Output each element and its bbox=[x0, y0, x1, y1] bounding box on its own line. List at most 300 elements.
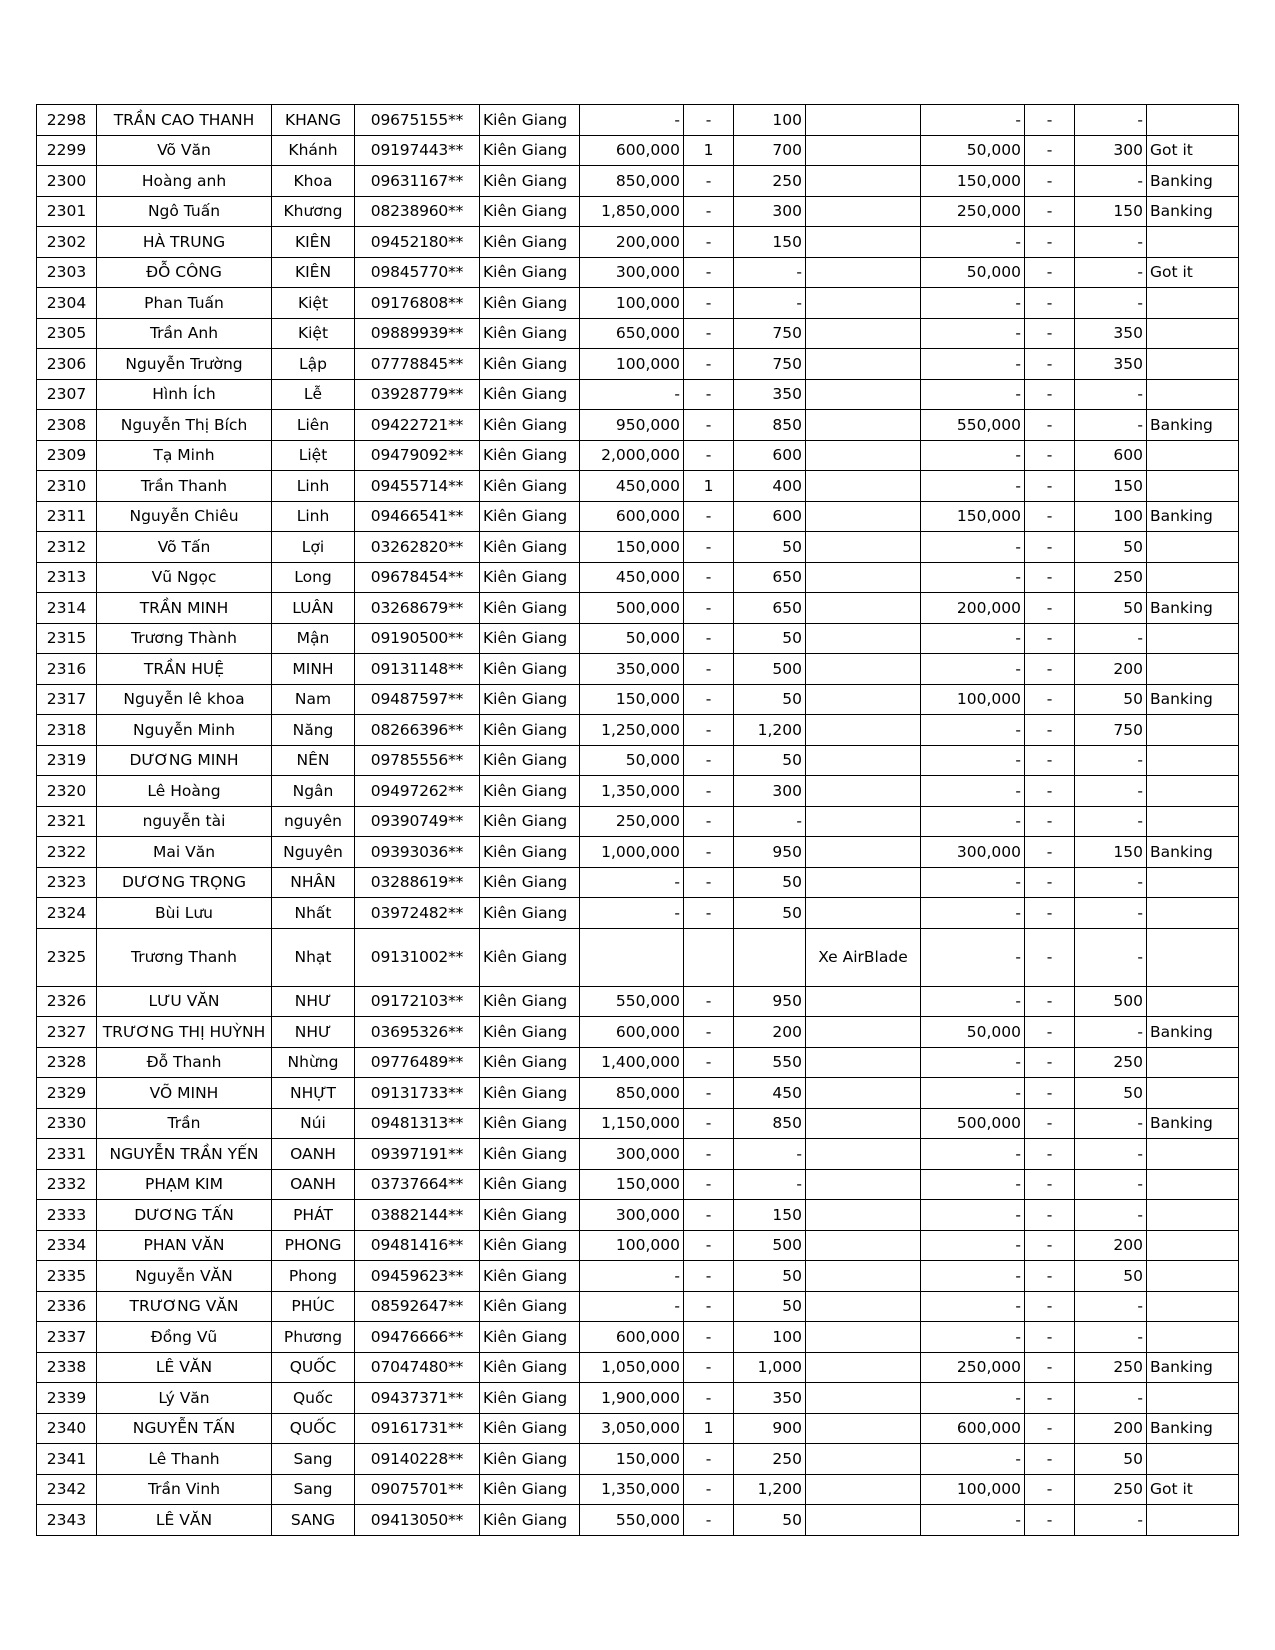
cell-last-name: KHANG bbox=[272, 105, 355, 136]
cell-id: 2321 bbox=[37, 806, 97, 837]
cell-points-2: - bbox=[1075, 1139, 1147, 1170]
cell-note: Banking bbox=[1147, 837, 1239, 868]
cell-points-1: 350 bbox=[734, 1383, 806, 1414]
cell-count-2: - bbox=[1025, 1017, 1075, 1048]
cell-count-1: - bbox=[684, 196, 734, 227]
cell-points-2: - bbox=[1075, 1322, 1147, 1353]
cell-last-name: Năng bbox=[272, 715, 355, 746]
cell-points-1: 850 bbox=[734, 1108, 806, 1139]
cell-last-name: Lập bbox=[272, 349, 355, 380]
cell-count-1: - bbox=[684, 1383, 734, 1414]
cell-phone: 08238960** bbox=[355, 196, 480, 227]
cell-prize bbox=[806, 1139, 921, 1170]
cell-prize bbox=[806, 532, 921, 563]
cell-id: 2327 bbox=[37, 1017, 97, 1048]
cell-amount-1: - bbox=[580, 1261, 684, 1292]
cell-province: Kiên Giang bbox=[480, 288, 580, 319]
cell-first-name: Nguyễn Chiêu bbox=[97, 501, 272, 532]
cell-count-1: 1 bbox=[684, 135, 734, 166]
cell-amount-1: 350,000 bbox=[580, 654, 684, 685]
cell-points-1: - bbox=[734, 1169, 806, 1200]
cell-points-2: - bbox=[1075, 410, 1147, 441]
cell-first-name: Nguyễn Minh bbox=[97, 715, 272, 746]
cell-note bbox=[1147, 562, 1239, 593]
cell-first-name: DƯƠNG MINH bbox=[97, 745, 272, 776]
cell-last-name: Linh bbox=[272, 501, 355, 532]
cell-id: 2325 bbox=[37, 928, 97, 986]
cell-province: Kiên Giang bbox=[480, 715, 580, 746]
cell-amount-2: 200,000 bbox=[921, 593, 1025, 624]
table-row bbox=[37, 1505, 1239, 1536]
cell-first-name: Lê Hoàng bbox=[97, 776, 272, 807]
cell-count-1: - bbox=[684, 288, 734, 319]
cell-count-1: - bbox=[684, 562, 734, 593]
cell-amount-1: 150,000 bbox=[580, 532, 684, 563]
cell-amount-1: 500,000 bbox=[580, 593, 684, 624]
cell-note bbox=[1147, 349, 1239, 380]
cell-amount-1: 550,000 bbox=[580, 986, 684, 1017]
cell-prize bbox=[806, 1413, 921, 1444]
cell-points-2: 200 bbox=[1075, 1230, 1147, 1261]
cell-points-2: 750 bbox=[1075, 715, 1147, 746]
cell-id: 2326 bbox=[37, 986, 97, 1017]
cell-amount-1: 100,000 bbox=[580, 288, 684, 319]
table-row bbox=[37, 227, 1239, 258]
cell-first-name: Võ Văn bbox=[97, 135, 272, 166]
cell-last-name: OANH bbox=[272, 1169, 355, 1200]
cell-count-1 bbox=[684, 928, 734, 986]
cell-prize bbox=[806, 867, 921, 898]
table-row bbox=[37, 1474, 1239, 1505]
cell-id: 2334 bbox=[37, 1230, 97, 1261]
cell-id: 2318 bbox=[37, 715, 97, 746]
table-row bbox=[37, 623, 1239, 654]
cell-note bbox=[1147, 1291, 1239, 1322]
cell-count-1: 1 bbox=[684, 1413, 734, 1444]
cell-points-2: 300 bbox=[1075, 135, 1147, 166]
cell-province: Kiên Giang bbox=[480, 1505, 580, 1536]
cell-phone: 09075701** bbox=[355, 1474, 480, 1505]
cell-prize bbox=[806, 1505, 921, 1536]
cell-province: Kiên Giang bbox=[480, 257, 580, 288]
cell-amount-2: 550,000 bbox=[921, 410, 1025, 441]
cell-prize bbox=[806, 562, 921, 593]
cell-phone: 03288619** bbox=[355, 867, 480, 898]
table-row bbox=[37, 1139, 1239, 1170]
cell-amount-2: - bbox=[921, 379, 1025, 410]
cell-first-name: VÕ MINH bbox=[97, 1078, 272, 1109]
cell-prize bbox=[806, 1017, 921, 1048]
cell-id: 2311 bbox=[37, 501, 97, 532]
cell-amount-1: 950,000 bbox=[580, 410, 684, 441]
cell-phone: 09481416** bbox=[355, 1230, 480, 1261]
cell-phone: 09161731** bbox=[355, 1413, 480, 1444]
cell-phone: 09678454** bbox=[355, 562, 480, 593]
cell-province: Kiên Giang bbox=[480, 410, 580, 441]
cell-count-2: - bbox=[1025, 349, 1075, 380]
table-row bbox=[37, 654, 1239, 685]
cell-province: Kiên Giang bbox=[480, 471, 580, 502]
cell-id: 2316 bbox=[37, 654, 97, 685]
cell-last-name: PHÁT bbox=[272, 1200, 355, 1231]
cell-points-1: 650 bbox=[734, 562, 806, 593]
table-row bbox=[37, 986, 1239, 1017]
cell-province: Kiên Giang bbox=[480, 1383, 580, 1414]
cell-count-2: - bbox=[1025, 1505, 1075, 1536]
data-table bbox=[36, 104, 1239, 1536]
cell-count-2: - bbox=[1025, 654, 1075, 685]
cell-amount-1: 300,000 bbox=[580, 1200, 684, 1231]
cell-count-1: - bbox=[684, 166, 734, 197]
cell-amount-2: 250,000 bbox=[921, 196, 1025, 227]
cell-amount-2: - bbox=[921, 105, 1025, 136]
cell-amount-1: 1,350,000 bbox=[580, 1474, 684, 1505]
cell-prize bbox=[806, 745, 921, 776]
cell-province: Kiên Giang bbox=[480, 1047, 580, 1078]
cell-points-1: 50 bbox=[734, 898, 806, 929]
cell-count-2: - bbox=[1025, 562, 1075, 593]
cell-first-name: TRẦN MINH bbox=[97, 593, 272, 624]
cell-count-1: - bbox=[684, 898, 734, 929]
cell-note bbox=[1147, 1322, 1239, 1353]
cell-points-2: - bbox=[1075, 745, 1147, 776]
cell-count-2: - bbox=[1025, 1047, 1075, 1078]
cell-prize bbox=[806, 776, 921, 807]
cell-phone: 09140228** bbox=[355, 1444, 480, 1475]
cell-phone: 09481313** bbox=[355, 1108, 480, 1139]
cell-count-1: - bbox=[684, 684, 734, 715]
cell-province: Kiên Giang bbox=[480, 166, 580, 197]
cell-last-name: Kiệt bbox=[272, 288, 355, 319]
cell-id: 2320 bbox=[37, 776, 97, 807]
cell-note: Got it bbox=[1147, 135, 1239, 166]
table-row bbox=[37, 105, 1239, 136]
cell-points-1: 50 bbox=[734, 623, 806, 654]
cell-note bbox=[1147, 1078, 1239, 1109]
cell-amount-2: 150,000 bbox=[921, 501, 1025, 532]
cell-prize bbox=[806, 1383, 921, 1414]
cell-count-1: - bbox=[684, 715, 734, 746]
table-row bbox=[37, 1352, 1239, 1383]
cell-last-name: Long bbox=[272, 562, 355, 593]
cell-amount-2: - bbox=[921, 1261, 1025, 1292]
cell-first-name: NGUYỄN TRẦN YẾN bbox=[97, 1139, 272, 1170]
cell-id: 2314 bbox=[37, 593, 97, 624]
cell-note bbox=[1147, 1169, 1239, 1200]
cell-count-2: - bbox=[1025, 105, 1075, 136]
cell-points-2: 150 bbox=[1075, 196, 1147, 227]
cell-last-name: NHỰT bbox=[272, 1078, 355, 1109]
cell-last-name: Khoa bbox=[272, 166, 355, 197]
cell-prize bbox=[806, 1291, 921, 1322]
cell-phone: 09393036** bbox=[355, 837, 480, 868]
cell-count-1: - bbox=[684, 318, 734, 349]
cell-points-2: 150 bbox=[1075, 837, 1147, 868]
cell-count-2: - bbox=[1025, 1291, 1075, 1322]
cell-first-name: PHAN VĂN bbox=[97, 1230, 272, 1261]
cell-count-1: - bbox=[684, 1322, 734, 1353]
cell-last-name: Mận bbox=[272, 623, 355, 654]
cell-points-2: 50 bbox=[1075, 593, 1147, 624]
cell-note bbox=[1147, 1230, 1239, 1261]
cell-points-1: 850 bbox=[734, 410, 806, 441]
cell-first-name: Vũ Ngọc bbox=[97, 562, 272, 593]
cell-province: Kiên Giang bbox=[480, 898, 580, 929]
cell-id: 2308 bbox=[37, 410, 97, 441]
table-row bbox=[37, 135, 1239, 166]
cell-id: 2312 bbox=[37, 532, 97, 563]
cell-phone: 03695326** bbox=[355, 1017, 480, 1048]
cell-points-2: 200 bbox=[1075, 1413, 1147, 1444]
cell-province: Kiên Giang bbox=[480, 135, 580, 166]
cell-points-2: - bbox=[1075, 867, 1147, 898]
cell-note: Got it bbox=[1147, 1474, 1239, 1505]
cell-points-1: 250 bbox=[734, 1444, 806, 1475]
cell-note bbox=[1147, 379, 1239, 410]
cell-province: Kiên Giang bbox=[480, 1291, 580, 1322]
cell-prize bbox=[806, 440, 921, 471]
cell-province: Kiên Giang bbox=[480, 562, 580, 593]
cell-points-1: - bbox=[734, 257, 806, 288]
table-row bbox=[37, 1261, 1239, 1292]
cell-first-name: TRẦN CAO THANH bbox=[97, 105, 272, 136]
cell-points-1: 650 bbox=[734, 593, 806, 624]
cell-count-1: - bbox=[684, 1078, 734, 1109]
cell-amount-1: 450,000 bbox=[580, 562, 684, 593]
cell-count-2: - bbox=[1025, 1413, 1075, 1444]
cell-first-name: Nguyễn Thị Bích bbox=[97, 410, 272, 441]
cell-points-1: 1,200 bbox=[734, 715, 806, 746]
table-row bbox=[37, 1108, 1239, 1139]
cell-id: 2299 bbox=[37, 135, 97, 166]
cell-count-1: - bbox=[684, 501, 734, 532]
cell-id: 2319 bbox=[37, 745, 97, 776]
cell-province: Kiên Giang bbox=[480, 318, 580, 349]
table-row bbox=[37, 562, 1239, 593]
cell-last-name: Phong bbox=[272, 1261, 355, 1292]
cell-points-2: - bbox=[1075, 776, 1147, 807]
cell-last-name: Liên bbox=[272, 410, 355, 441]
cell-count-2: - bbox=[1025, 898, 1075, 929]
cell-id: 2339 bbox=[37, 1383, 97, 1414]
cell-amount-1: - bbox=[580, 379, 684, 410]
cell-id: 2343 bbox=[37, 1505, 97, 1536]
table-row bbox=[37, 898, 1239, 929]
table-row bbox=[37, 471, 1239, 502]
cell-note: Banking bbox=[1147, 1108, 1239, 1139]
cell-last-name: Nhạt bbox=[272, 928, 355, 986]
cell-id: 2305 bbox=[37, 318, 97, 349]
cell-points-1: 1,200 bbox=[734, 1474, 806, 1505]
cell-amount-2: - bbox=[921, 288, 1025, 319]
cell-prize bbox=[806, 1047, 921, 1078]
cell-count-2: - bbox=[1025, 1200, 1075, 1231]
cell-count-1: - bbox=[684, 379, 734, 410]
cell-count-1: - bbox=[684, 227, 734, 258]
cell-first-name: Nguyễn VĂN bbox=[97, 1261, 272, 1292]
cell-points-2: 50 bbox=[1075, 532, 1147, 563]
cell-points-2: - bbox=[1075, 105, 1147, 136]
cell-amount-2: - bbox=[921, 1139, 1025, 1170]
cell-phone: 09889939** bbox=[355, 318, 480, 349]
cell-province: Kiên Giang bbox=[480, 806, 580, 837]
cell-phone: 09452180** bbox=[355, 227, 480, 258]
cell-points-1: 600 bbox=[734, 440, 806, 471]
cell-points-1: 1,000 bbox=[734, 1352, 806, 1383]
cell-first-name: Phan Tuấn bbox=[97, 288, 272, 319]
cell-count-2: - bbox=[1025, 379, 1075, 410]
cell-count-1: - bbox=[684, 1139, 734, 1170]
cell-province: Kiên Giang bbox=[480, 867, 580, 898]
cell-count-2: - bbox=[1025, 623, 1075, 654]
cell-phone: 09785556** bbox=[355, 745, 480, 776]
cell-amount-2: - bbox=[921, 440, 1025, 471]
cell-points-2: - bbox=[1075, 166, 1147, 197]
cell-amount-1: 200,000 bbox=[580, 227, 684, 258]
cell-prize: Xe AirBlade bbox=[806, 928, 921, 986]
cell-amount-1: 600,000 bbox=[580, 501, 684, 532]
cell-amount-1: 300,000 bbox=[580, 1139, 684, 1170]
cell-prize bbox=[806, 166, 921, 197]
cell-amount-1: 100,000 bbox=[580, 349, 684, 380]
cell-first-name: Trần Vinh bbox=[97, 1474, 272, 1505]
cell-points-1: 300 bbox=[734, 776, 806, 807]
cell-count-1: - bbox=[684, 1291, 734, 1322]
cell-id: 2315 bbox=[37, 623, 97, 654]
cell-points-1: - bbox=[734, 1139, 806, 1170]
cell-first-name: Trương Thanh bbox=[97, 928, 272, 986]
table-row bbox=[37, 684, 1239, 715]
cell-id: 2302 bbox=[37, 227, 97, 258]
cell-amount-2: 150,000 bbox=[921, 166, 1025, 197]
cell-amount-1: 250,000 bbox=[580, 806, 684, 837]
cell-prize bbox=[806, 227, 921, 258]
cell-points-1: - bbox=[734, 288, 806, 319]
table-row bbox=[37, 532, 1239, 563]
cell-points-1: 50 bbox=[734, 1291, 806, 1322]
table-row bbox=[37, 715, 1239, 746]
cell-prize bbox=[806, 1474, 921, 1505]
cell-last-name: Sang bbox=[272, 1474, 355, 1505]
cell-note: Banking bbox=[1147, 501, 1239, 532]
cell-id: 2303 bbox=[37, 257, 97, 288]
cell-points-1: 150 bbox=[734, 1200, 806, 1231]
cell-note bbox=[1147, 318, 1239, 349]
cell-prize bbox=[806, 318, 921, 349]
cell-points-2: 600 bbox=[1075, 440, 1147, 471]
cell-amount-1: - bbox=[580, 105, 684, 136]
cell-count-2: - bbox=[1025, 986, 1075, 1017]
cell-points-1: 50 bbox=[734, 745, 806, 776]
table-row bbox=[37, 288, 1239, 319]
cell-id: 2324 bbox=[37, 898, 97, 929]
cell-points-1: 50 bbox=[734, 867, 806, 898]
cell-note bbox=[1147, 227, 1239, 258]
cell-amount-2: 500,000 bbox=[921, 1108, 1025, 1139]
cell-phone: 09422721** bbox=[355, 410, 480, 441]
cell-points-1: 50 bbox=[734, 1505, 806, 1536]
cell-count-2: - bbox=[1025, 593, 1075, 624]
cell-points-1: 50 bbox=[734, 1261, 806, 1292]
cell-points-2: - bbox=[1075, 1017, 1147, 1048]
table-row bbox=[37, 1047, 1239, 1078]
cell-points-1: 100 bbox=[734, 105, 806, 136]
cell-phone: 09413050** bbox=[355, 1505, 480, 1536]
cell-count-2: - bbox=[1025, 867, 1075, 898]
cell-phone: 09197443** bbox=[355, 135, 480, 166]
cell-id: 2306 bbox=[37, 349, 97, 380]
cell-first-name: Lý Văn bbox=[97, 1383, 272, 1414]
cell-prize bbox=[806, 837, 921, 868]
cell-amount-2: - bbox=[921, 1200, 1025, 1231]
cell-amount-2: - bbox=[921, 532, 1025, 563]
cell-prize bbox=[806, 1261, 921, 1292]
cell-prize bbox=[806, 105, 921, 136]
cell-prize bbox=[806, 471, 921, 502]
cell-points-2: 350 bbox=[1075, 349, 1147, 380]
cell-prize bbox=[806, 715, 921, 746]
cell-count-1: - bbox=[684, 1261, 734, 1292]
cell-province: Kiên Giang bbox=[480, 1413, 580, 1444]
cell-first-name: LƯU VĂN bbox=[97, 986, 272, 1017]
cell-province: Kiên Giang bbox=[480, 501, 580, 532]
cell-amount-2: 50,000 bbox=[921, 1017, 1025, 1048]
cell-last-name: NHƯ bbox=[272, 1017, 355, 1048]
cell-amount-1: - bbox=[580, 898, 684, 929]
cell-count-1: - bbox=[684, 776, 734, 807]
cell-last-name: LUÂN bbox=[272, 593, 355, 624]
cell-first-name: Trần bbox=[97, 1108, 272, 1139]
cell-points-1: 500 bbox=[734, 654, 806, 685]
cell-last-name: NHƯ bbox=[272, 986, 355, 1017]
table-row bbox=[37, 1169, 1239, 1200]
cell-id: 2332 bbox=[37, 1169, 97, 1200]
cell-phone: 09459623** bbox=[355, 1261, 480, 1292]
cell-phone: 07778845** bbox=[355, 349, 480, 380]
cell-prize bbox=[806, 501, 921, 532]
cell-points-2: - bbox=[1075, 1505, 1147, 1536]
cell-last-name: Khánh bbox=[272, 135, 355, 166]
cell-points-2: - bbox=[1075, 288, 1147, 319]
cell-id: 2342 bbox=[37, 1474, 97, 1505]
cell-amount-1: 300,000 bbox=[580, 257, 684, 288]
cell-amount-1: 50,000 bbox=[580, 623, 684, 654]
cell-first-name: Trần Thanh bbox=[97, 471, 272, 502]
cell-last-name: Sang bbox=[272, 1444, 355, 1475]
cell-count-2: - bbox=[1025, 745, 1075, 776]
cell-province: Kiên Giang bbox=[480, 105, 580, 136]
cell-points-2: - bbox=[1075, 806, 1147, 837]
cell-count-2: - bbox=[1025, 501, 1075, 532]
cell-amount-1: 1,000,000 bbox=[580, 837, 684, 868]
cell-note: Banking bbox=[1147, 196, 1239, 227]
cell-phone: 08266396** bbox=[355, 715, 480, 746]
cell-amount-1: 50,000 bbox=[580, 745, 684, 776]
cell-amount-1: 150,000 bbox=[580, 1444, 684, 1475]
cell-points-1: 900 bbox=[734, 1413, 806, 1444]
cell-prize bbox=[806, 349, 921, 380]
cell-phone: 09776489** bbox=[355, 1047, 480, 1078]
cell-last-name: QUỐC bbox=[272, 1413, 355, 1444]
cell-points-2: - bbox=[1075, 1169, 1147, 1200]
table-row bbox=[37, 1200, 1239, 1231]
cell-prize bbox=[806, 1200, 921, 1231]
cell-count-2: - bbox=[1025, 288, 1075, 319]
cell-amount-1: 100,000 bbox=[580, 1230, 684, 1261]
cell-province: Kiên Giang bbox=[480, 1108, 580, 1139]
cell-count-1: - bbox=[684, 806, 734, 837]
cell-province: Kiên Giang bbox=[480, 532, 580, 563]
